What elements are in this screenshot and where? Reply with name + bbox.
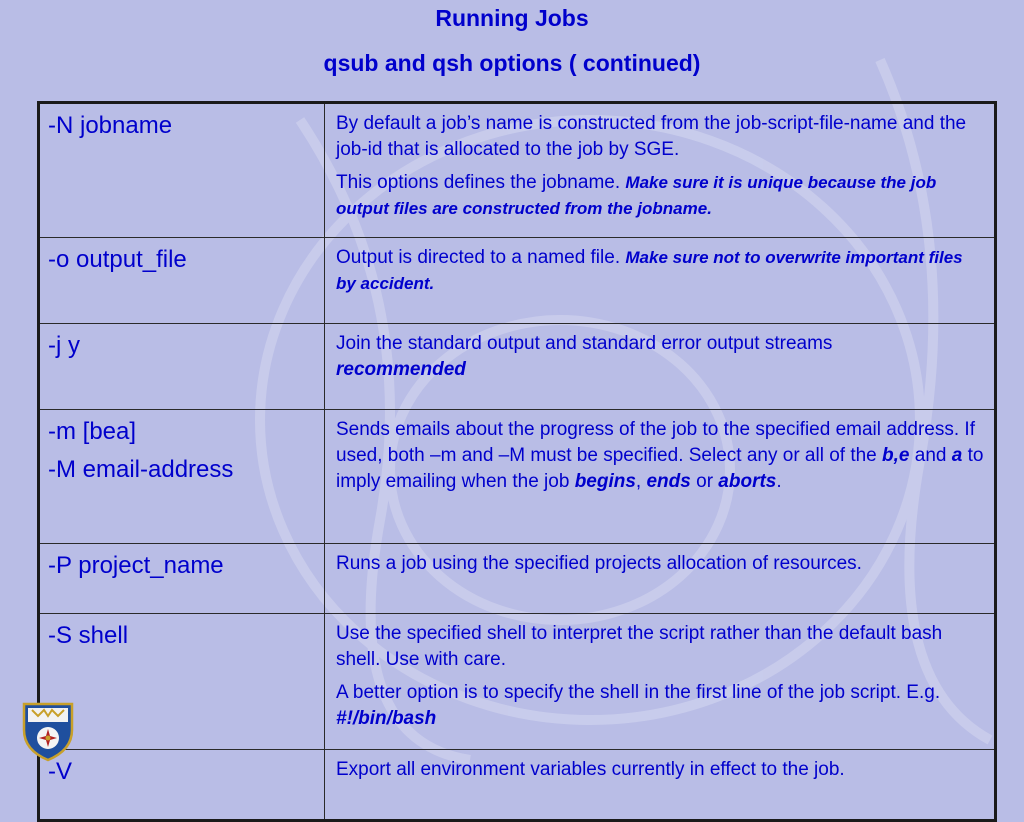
emphasis-text: Make sure not to overwrite important files by accident.	[336, 248, 963, 293]
description-text: A better option is to specify the shell in the first line of the job script. E.g. #!/bin/bash	[336, 682, 941, 729]
description-text: Export all environment variables currently in effect to the job.	[336, 759, 845, 780]
description-text: Output is directed to a named file. Make sure not to overwrite important files by accident.	[336, 247, 963, 293]
option-name: -S shell	[48, 622, 129, 649]
description-cell	[325, 103, 996, 238]
description-text: By default a job’s name is constructed from the job-script-file-name and the job-id that is allocated to the job by SGE.	[336, 113, 967, 160]
option-name: -m [bea]	[48, 418, 137, 445]
description-cell	[325, 614, 996, 750]
description-cell	[325, 544, 996, 614]
option-cell	[39, 614, 325, 750]
option-cell	[39, 750, 325, 821]
table-row	[39, 238, 996, 324]
table-row	[39, 544, 996, 614]
emphasis-text: b,e	[882, 445, 910, 466]
emphasis-text: #!/bin/bash	[336, 708, 437, 729]
description-text: This options defines the jobname. Make sure it is unique because the job output files are constructed from the jobname.	[336, 172, 937, 218]
option-name: -N jobname	[48, 112, 173, 139]
page-title: Running Jobs	[435, 5, 589, 31]
university-crest-icon	[20, 700, 76, 762]
option-cell	[39, 103, 325, 238]
table-row	[39, 614, 996, 750]
emphasis-text: Make sure it is unique because the job output files are constructed from the jobname	[336, 173, 937, 218]
option-cell	[39, 544, 325, 614]
emphasis-text: begins	[574, 471, 636, 492]
page-subtitle: qsub and qsh options ( continued)	[323, 50, 701, 76]
option-cell	[39, 238, 325, 324]
emphasis-text: aborts	[718, 471, 777, 492]
emphasis-text: recommended	[336, 359, 466, 380]
option-name: -V	[48, 758, 72, 785]
option-cell	[39, 324, 325, 410]
table-row	[39, 410, 996, 544]
emphasis-text: a	[951, 445, 963, 466]
description-text: Use the specified shell to interpret the script rather than the default bash shell. Use with care.	[336, 623, 943, 670]
description-text: Runs a job using the specified projects allocation of resources.	[336, 553, 862, 574]
option-name: -o output_file	[48, 246, 187, 273]
description-text: Sends emails about the progress of the job to the specified email address. If used, both –m and –M must be specified. Select any or all of the b,e and a to imply emailing when the job begins, ends or aborts.	[336, 419, 984, 492]
table-row	[39, 750, 996, 821]
table-row	[39, 324, 996, 410]
option-name: -j y	[48, 332, 80, 359]
table-row	[39, 103, 996, 238]
description-cell	[325, 750, 996, 821]
emphasis-text: ends	[646, 471, 691, 492]
description-cell	[325, 324, 996, 410]
description-text: Join the standard output and standard error output streams recommended	[336, 333, 833, 380]
description-cell	[325, 410, 996, 544]
option-cell	[39, 410, 325, 544]
options-table	[37, 101, 997, 822]
option-name: -P project_name	[48, 552, 224, 579]
option-name: -M email-address	[48, 456, 234, 483]
description-cell	[325, 238, 996, 324]
